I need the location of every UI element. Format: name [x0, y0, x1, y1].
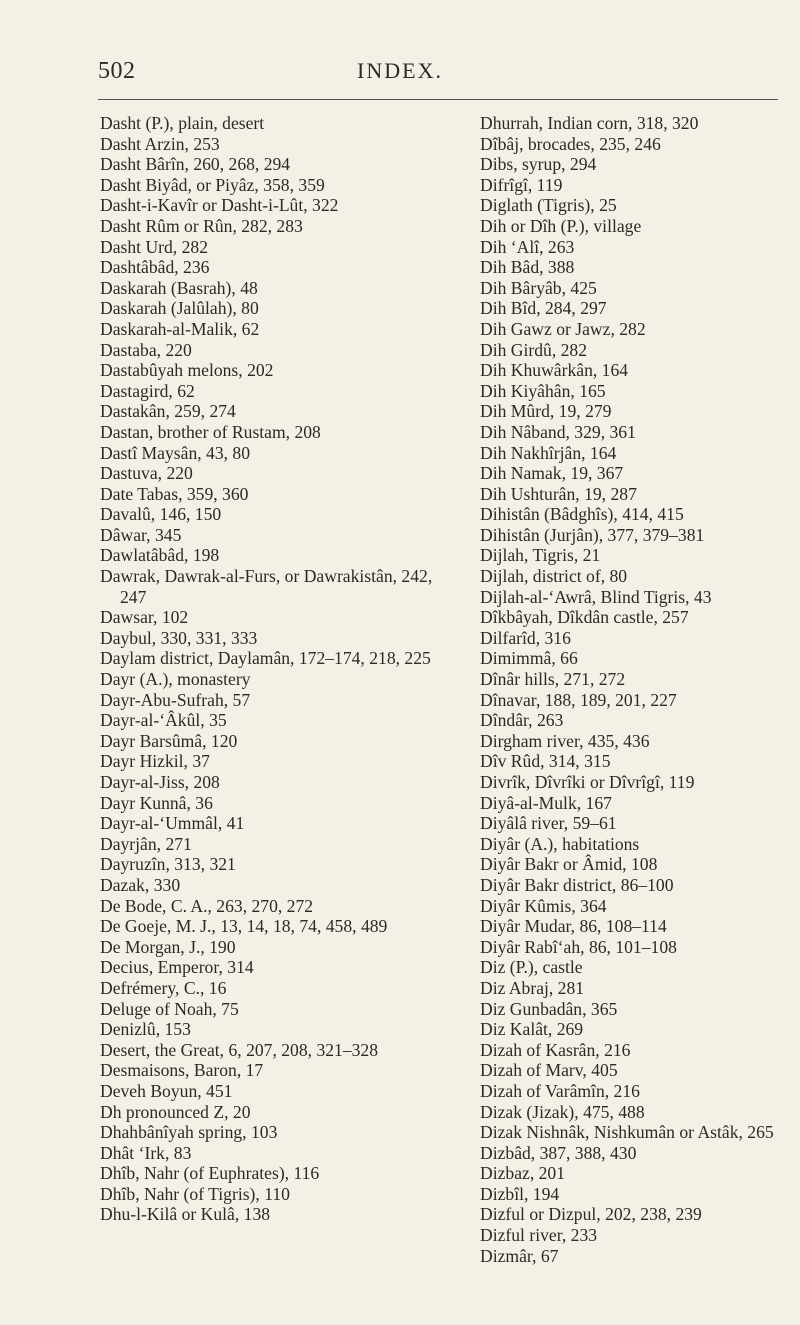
index-entry: Dizah of Varâmîn, 216 — [480, 1080, 640, 1101]
index-entry: Desert, the Great, 6, 207, 208, 321–328 — [100, 1039, 379, 1060]
index-entry: Dasht (P.), plain, desert — [100, 113, 265, 133]
index-column-right — [480, 113, 800, 1266]
index-entry: Dawrak, Dawrak-al-Furs, or Dawrakistân, 242, 247 — [100, 566, 433, 607]
index-entry: Dih Namak, 19, 367 — [480, 463, 624, 484]
index-entry: Decius, Emperor, 314 — [100, 957, 254, 978]
index-column-left — [100, 113, 445, 1225]
index-entry: Dîv Rûd, 314, 315 — [480, 751, 611, 772]
index-entry: Dihistân (Bâdghîs), 414, 415 — [480, 504, 684, 525]
index-entry: Dirgham river, 435, 436 — [480, 730, 650, 751]
index-entry: Dizah of Marv, 405 — [480, 1060, 618, 1081]
index-entry: Dijlah, Tigris, 21 — [480, 545, 601, 566]
index-entry: Daylam district, Daylamân, 172–174, 218, 225 — [100, 648, 431, 669]
index-entry: Diyâr Bakr or Âmid, 108 — [480, 854, 658, 875]
index-entry: Dhîb, Nahr (of Tigris), 110 — [100, 1183, 290, 1204]
index-entry: Diglath (Tigris), 25 — [480, 195, 617, 216]
index-entry: Diz Kalât, 269 — [480, 1019, 584, 1040]
index-entry: Diz Gunbadân, 365 — [480, 998, 618, 1019]
index-entry: Dih Nakhîrjân, 164 — [480, 442, 617, 463]
index-entry: Dih Bâd, 388 — [480, 257, 575, 278]
index-entry: Dayr Barsûmâ, 120 — [100, 730, 238, 751]
index-entry: Dizful or Dizpul, 202, 238, 239 — [480, 1204, 702, 1225]
index-entry: Dih Nâband, 329, 361 — [480, 421, 636, 442]
index-entry: Diyâr Mudar, 86, 108–114 — [480, 916, 667, 937]
index-entry: Dihistân (Jurjân), 377, 379–381 — [480, 524, 705, 545]
index-entry: Dizah of Kasrân, 216 — [480, 1039, 631, 1060]
index-entry: Dijlah-al-‘Awrâ, Blind Tigris, 43 — [480, 586, 712, 607]
index-entry: Daybul, 330, 331, 333 — [100, 627, 258, 648]
index-entry: Dasht Urd, 282 — [100, 236, 208, 257]
index-entry: Difrîgî, 119 — [480, 174, 563, 195]
index-entry: Diyâlâ river, 59–61 — [480, 813, 617, 834]
index-entry: De Morgan, J., 190 — [100, 936, 236, 957]
index-entry: Diyâr Rabî‘ah, 86, 101–108 — [480, 936, 677, 957]
index-entry: Dayr-al-‘Âkûl, 35 — [100, 710, 227, 731]
index-entry: Dih Girdû, 282 — [480, 339, 588, 360]
index-entry: Dizbâd, 387, 388, 430 — [480, 1142, 637, 1163]
index-entry: Dayr (A.), monastery — [100, 669, 251, 690]
index-entry: Diyâr Kûmis, 364 — [480, 895, 607, 916]
index-entry: Dasht Biyâd, or Piyâz, 358, 359 — [100, 174, 325, 195]
index-entry: Diyâ-al-Mulk, 167 — [480, 792, 612, 813]
index-entry: Divrîk, Dîvrîki or Dîvrîgî, 119 — [480, 772, 695, 792]
index-entry: Dizbaz, 201 — [480, 1163, 566, 1184]
index-entry: Dayr-Abu-Sufrah, 57 — [100, 689, 251, 710]
index-entry: Diz (P.), castle — [480, 957, 583, 978]
index-entry: Dastî Maysân, 43, 80 — [100, 442, 251, 463]
index-entry: Dastuva, 220 — [100, 463, 193, 484]
running-head: INDEX. — [357, 58, 443, 83]
index-entry: Daskarah (Jalûlah), 80 — [100, 298, 259, 319]
index-entry: Diyâr Bakr district, 86–100 — [480, 874, 674, 895]
index-entry: Dawlatâbâd, 198 — [100, 545, 220, 566]
index-entry: Date Tabas, 359, 360 — [100, 483, 249, 504]
index-entry: Dazak, 330 — [100, 874, 181, 895]
index-entry: Dasht Rûm or Rûn, 282, 283 — [100, 215, 303, 236]
index-entry: Deveh Boyun, 451 — [100, 1080, 233, 1101]
index-entry: De Bode, C. A., 263, 270, 272 — [100, 895, 314, 916]
index-entry: Dibs, syrup, 294 — [480, 154, 597, 175]
index-entry: Dawsar, 102 — [100, 607, 189, 628]
index-entry: Dih or Dîh (P.), village — [480, 215, 642, 236]
index-entry: Dastan, brother of Rustam, 208 — [100, 421, 321, 442]
index-entry: Dh pronounced Z, 20 — [100, 1101, 251, 1122]
index-entry: Dizak (Jizak), 475, 488 — [480, 1101, 645, 1122]
index-entry: Dizmâr, 67 — [480, 1245, 559, 1266]
index-entry: Dizak Nishnâk, Nishkumân or Astâk, 265 — [480, 1122, 774, 1143]
index-entry: Daskarah (Basrah), 48 — [100, 277, 258, 298]
index-entry: Dih Ushturân, 19, 287 — [480, 483, 637, 504]
header-rule — [98, 99, 778, 100]
index-entry: Dayruzîn, 313, 321 — [100, 854, 236, 875]
index-entry: Dhahbânîyah spring, 103 — [100, 1122, 278, 1143]
index-entry: Dasht Bârîn, 260, 268, 294 — [100, 154, 291, 175]
index-entry: Daskarah-al-Malik, 62 — [100, 318, 260, 339]
index-entry: Dashtâbâd, 236 — [100, 257, 210, 278]
index-entry: Dih ‘Alî, 263 — [480, 236, 575, 257]
index-entry: Dasht Arzin, 253 — [100, 133, 220, 154]
index-entry: Dastagird, 62 — [100, 380, 195, 401]
index-entry: Dastakân, 259, 274 — [100, 401, 236, 422]
index-entry: Dhât ‘Irk, 83 — [100, 1142, 192, 1163]
index-entry: Dimimmâ, 66 — [480, 648, 578, 669]
index-entry: Dasht-i-Kavîr or Dasht-i-Lût, 322 — [100, 195, 339, 216]
index-entry: Dîbâj, brocades, 235, 246 — [480, 133, 661, 154]
index-entry: Dayr Hizkil, 37 — [100, 751, 210, 772]
index-entry: Defrémery, C., 16 — [100, 977, 227, 998]
index-entry: Dijlah, district of, 80 — [480, 566, 628, 587]
index-entry: Deluge of Noah, 75 — [100, 998, 239, 1019]
index-entry: Dhîb, Nahr (of Euphrates), 116 — [100, 1163, 320, 1184]
index-entry: Dînavar, 188, 189, 201, 227 — [480, 689, 677, 710]
index-entry: Dih Khuwârkân, 164 — [480, 360, 629, 381]
page-number: 502 — [98, 58, 136, 84]
index-entry: Dizbîl, 194 — [480, 1183, 560, 1204]
index-entry: Dhu-l-Kilâ or Kulâ, 138 — [100, 1204, 271, 1225]
index-entry: Diyâr (A.), habitations — [480, 833, 640, 854]
index-entry: Dayr-al-‘Ummâl, 41 — [100, 813, 245, 834]
index-entry: Dayr Kunnâ, 36 — [100, 792, 213, 813]
index-entry: Dih Bîd, 284, 297 — [480, 298, 607, 319]
index-entry: Dizful river, 233 — [480, 1225, 598, 1246]
index-entry: Dayr-al-Jiss, 208 — [100, 772, 220, 792]
index-entry: De Goeje, M. J., 13, 14, 18, 74, 458, 489 — [100, 916, 388, 937]
page-header — [0, 0, 800, 100]
index-entry: Dih Kiyâhân, 165 — [480, 380, 606, 401]
index-entry: Dhurrah, Indian corn, 318, 320 — [480, 113, 699, 133]
index-entry: Dayrjân, 271 — [100, 833, 192, 854]
index-entry: Dilfarîd, 316 — [480, 627, 571, 648]
index-entry: Dastabûyah melons, 202 — [100, 360, 274, 381]
index-entry: Dînâr hills, 271, 272 — [480, 669, 626, 690]
index-entry: Dâwar, 345 — [100, 524, 182, 545]
index-entry: Desmaisons, Baron, 17 — [100, 1060, 264, 1081]
index-entry: Dih Mûrd, 19, 279 — [480, 401, 612, 422]
index-entry: Davalû, 146, 150 — [100, 504, 222, 525]
index-entry: Dih Gawz or Jawz, 282 — [480, 318, 646, 339]
index-entry: Dîkbâyah, Dîkdân castle, 257 — [480, 607, 689, 628]
index-entry: Dîndâr, 263 — [480, 710, 564, 731]
index-entry: Dih Bâryâb, 425 — [480, 277, 597, 298]
index-entry: Denizlû, 153 — [100, 1019, 191, 1040]
index-entry: Diz Abraj, 281 — [480, 977, 585, 998]
index-entry: Dastaba, 220 — [100, 339, 192, 360]
